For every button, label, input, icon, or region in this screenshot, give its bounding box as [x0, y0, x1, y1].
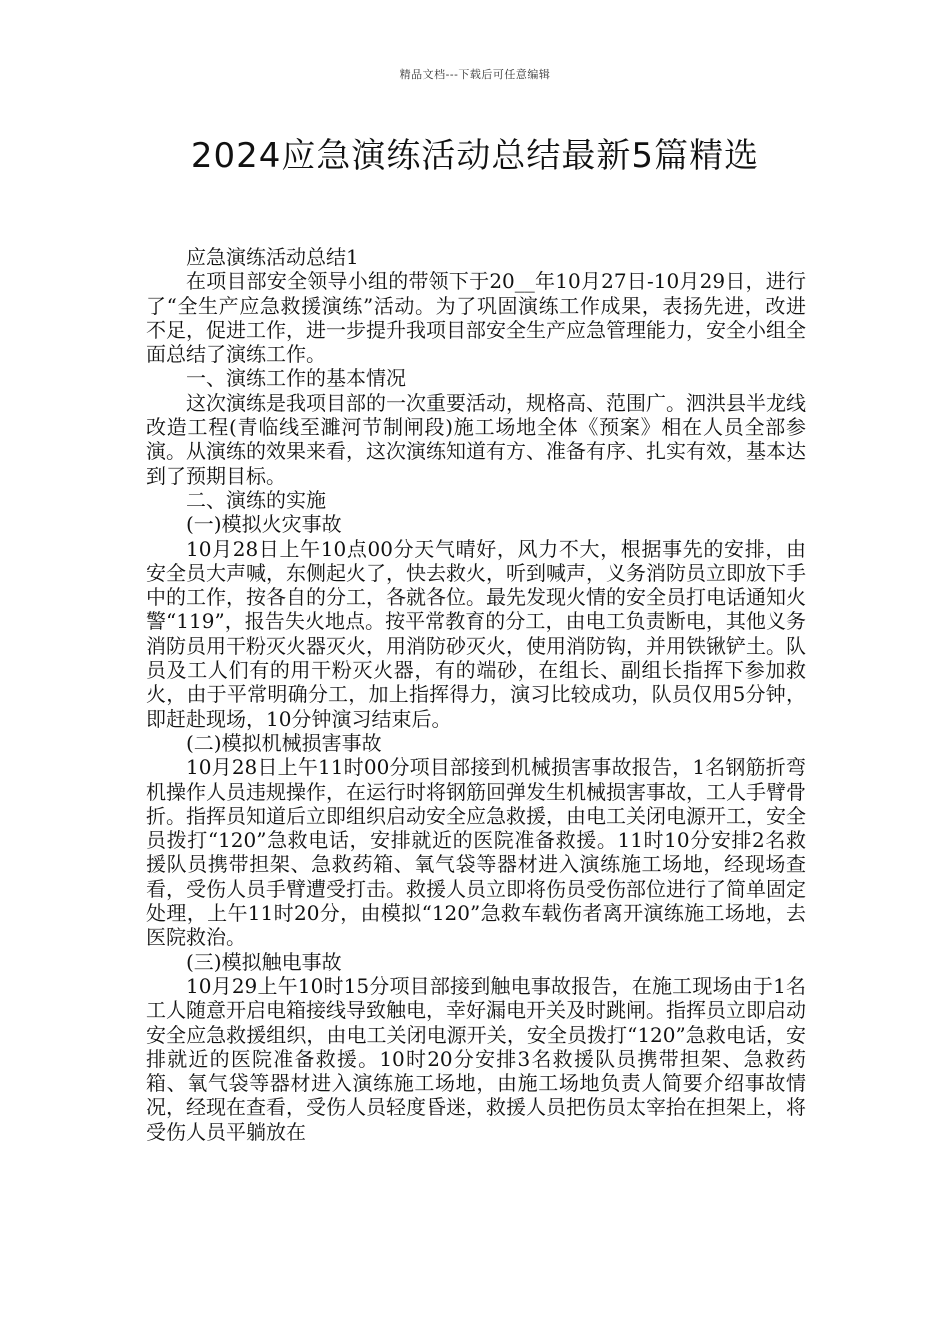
body-paragraph: 10月28日上午10点00分天气晴好，风力不大，根据事先的安排，由安全员大声喊，东侧起火了，快去救火，听到喊声，义务消防员立即放下手中的工作，按各自的分工，各就各位。最先发现火情的安全员打电话通知火警“119”，报告失火地点。按平常教育的分工，由电工负责断电，其他义务消防员用干粉灭火器灭火，用消防砂灭火，使用消防钩，并用铁锹铲土。队员及工人们有的用干粉灭火器，有的端砂，在组长、副组长指挥下参加救火，由于平常明确分工，加上指挥得力，演习比较成功，队员仅用5分钟，即赶赴现场，10分钟演习结束后。: [146, 536, 806, 731]
body-paragraph: 这次演练是我项目部的一次重要活动，规格高、范围广。泗洪县半龙线改造工程(青临线至濉河节制闸段)施工场地全体《预案》相在人员全部参演。从演练的效果来看，这次演练知道有方、准备有序、扎实有效，基本达到了预期目标。: [146, 390, 806, 488]
section-heading: 一、演练工作的基本情况: [186, 366, 406, 391]
section-heading: 二、演练的实施: [186, 487, 326, 512]
document-body: [146, 245, 806, 1144]
body-paragraph: 10月28日上午11时00分项目部接到机械损害事故报告，1名钢筋折弯机操作人员违规操作，在运行时将钢筋回弹发生机械损害事故，工人手臂骨折。指挥员知道后立即组织启动安全应急救援，由电工关闭电源开工，安全员拨打“120”急救电话，安排就近的医院准备救援。11时10分安排2名救援队员携带担架、急救药箱、氧气袋等器材进入演练施工场地，经现场查看，受伤人员手臂遭受打击。救援人员立即将伤员受伤部位进行了简单固定处理，上午11时20分，由模拟“120”急救车载伤者离开演练施工场地，去医院救治。: [146, 755, 806, 950]
subsection-heading: (二)模拟机械损害事故: [186, 730, 382, 755]
body-paragraph: 10月29上午10时15分项目部接到触电事故报告，在施工现场由于1名工人随意开启电箱接线导致触电，幸好漏电开关及时跳闸。指挥员立即启动安全应急救援组织，由电工关闭电源开关，安全员拨打“120”急救电话，安排就近的医院准备救援。10时20分安排3名救援队员携带担架、急救药箱、氧气袋等器材进入演练施工场地，由施工场地负责人简要介绍事故情况，经现在查看，受伤人员轻度昏迷，救援人员把伤员太宰抬在担架上，将受伤人员平躺放在: [146, 973, 806, 1144]
section-heading: 应急演练活动总结1: [186, 245, 359, 269]
page-header-note: 精品文档---下载后可任意编辑: [399, 68, 551, 81]
body-paragraph: 在项目部安全领导小组的带领下于20__年10月27日-10月29日，进行了“全生产应急救援演练”活动。为了巩固演练工作成果，表扬先进，改进不足，促进工作，进一步提升我项目部安全生产应急管理能力，安全小组全面总结了演练工作。: [146, 269, 806, 367]
subsection-heading: (三)模拟触电事故: [186, 949, 342, 974]
subsection-heading: (一)模拟火灾事故: [186, 512, 342, 537]
document-title: 2024应急演练活动总结最新5篇精选: [190, 136, 760, 176]
